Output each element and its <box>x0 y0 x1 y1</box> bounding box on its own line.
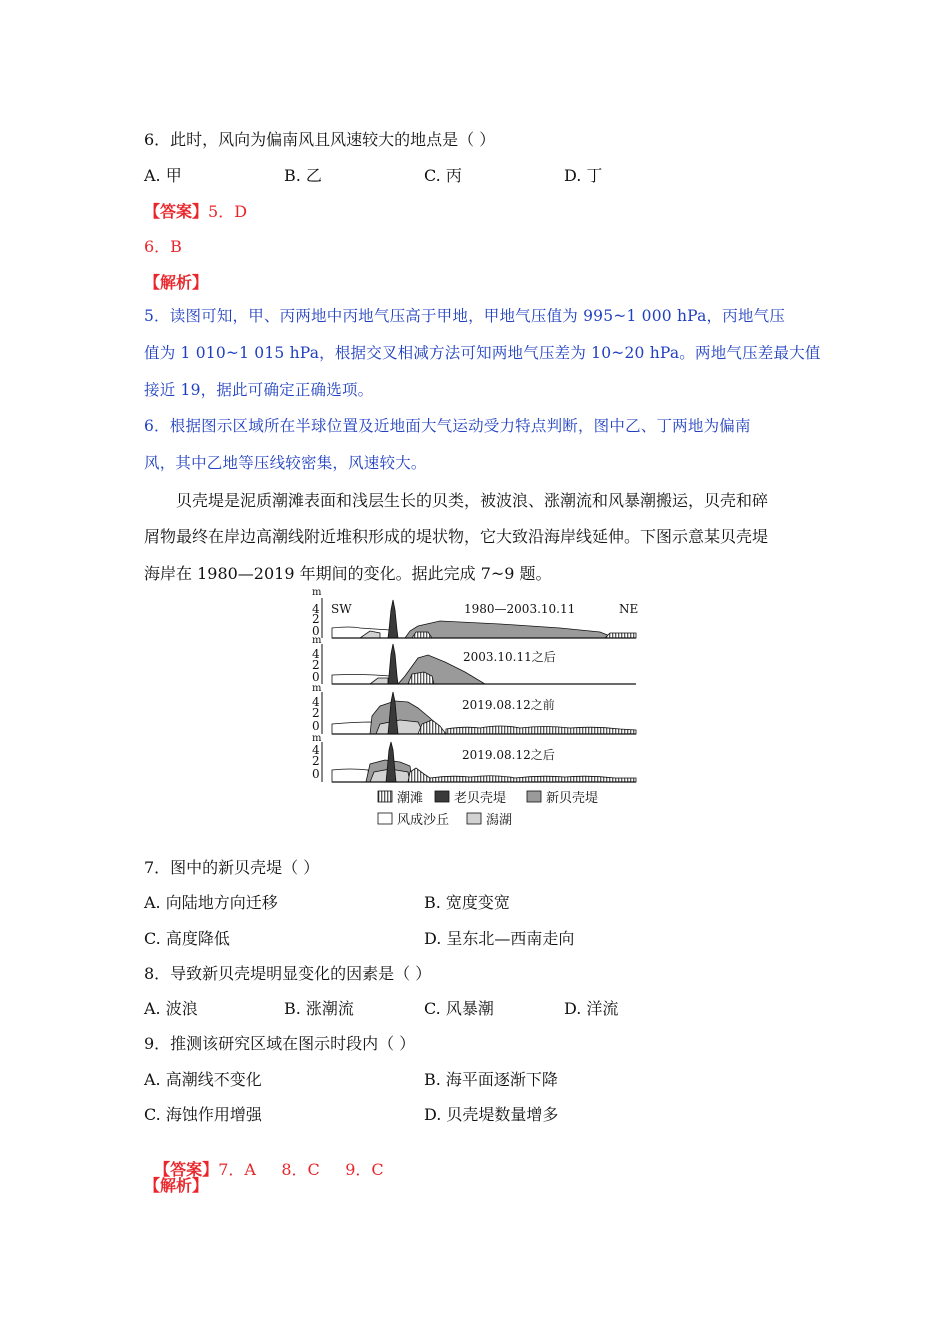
legend-lagoon: 潟湖 <box>486 813 513 828</box>
panel-4 <box>312 733 636 782</box>
panel-3-title: 2019.08.12之前 <box>462 698 555 712</box>
panel-1-title: 1980—2003.10.11 <box>464 602 576 616</box>
tidal-flat <box>412 632 432 638</box>
q9-option-a: A. 高潮线不变化 <box>144 1070 262 1089</box>
analysis-5-line-2: 值为 1 010~1 015 hPa，根据交叉相减方法可知两地气压差为 10~20 hPa。两地气压差最大值 <box>144 344 821 362</box>
question-9-stem: 9．推测该研究区域在图示时段内（ ） <box>144 1034 416 1053</box>
answer-6: 6．B <box>144 237 182 256</box>
legend-old-ridge: 老贝壳堤 <box>454 791 507 806</box>
y-unit: m <box>312 635 322 646</box>
y-tick-0: 0 <box>312 624 320 638</box>
tidal-flat <box>605 633 636 638</box>
y-unit: m <box>312 588 322 598</box>
answer-label: 【答案】 <box>144 202 209 221</box>
legend-swatch-new-ridge <box>527 791 541 802</box>
panel-4-title: 2019.08.12之后 <box>462 748 555 762</box>
q6-option-d: D. 丁 <box>564 166 603 185</box>
panel-1 <box>312 588 638 638</box>
answer-label: 【答案】 <box>154 1160 219 1179</box>
q7-option-c: C. 高度降低 <box>144 929 230 948</box>
y-tick-2: 2 <box>312 754 320 768</box>
legend-tidal-flat: 潮滩 <box>397 791 424 806</box>
dune <box>332 722 376 734</box>
q7-option-b: B. 宽度变宽 <box>424 893 510 912</box>
old-ridge <box>388 600 398 638</box>
tidal-flat <box>408 768 430 782</box>
q8-option-b: B. 涨潮流 <box>284 999 354 1018</box>
y-tick-4: 4 <box>312 602 320 616</box>
q9-option-c: C. 海蚀作用增强 <box>144 1105 262 1124</box>
q8-option-d: D. 洋流 <box>564 999 619 1018</box>
y-unit: m <box>312 683 322 694</box>
shell-ridge-figure <box>300 588 650 834</box>
y-tick-4: 4 <box>312 647 320 661</box>
q8-option-a: A. 波浪 <box>144 999 198 1018</box>
analysis-6-line-2: 风，其中乙地等压线较密集，风速较大。 <box>144 454 427 472</box>
legend-dune: 风成沙丘 <box>397 813 450 828</box>
q8-option-c: C. 风暴潮 <box>424 999 494 1018</box>
new-ridge <box>405 621 615 638</box>
intro-line-3: 海岸在 1980—2019 年期间的变化。据此完成 7~9 题。 <box>144 564 552 583</box>
legend-new-ridge: 新贝壳堤 <box>546 791 599 806</box>
y-tick-2: 2 <box>312 658 320 672</box>
intro-line-2: 屑物最终在岸边高潮线附近堆积形成的堤状物，它大致沿海岸线延伸。下图示意某贝壳堤 <box>144 527 769 546</box>
panel-2 <box>312 635 636 684</box>
intro-line-1: 贝壳堤是泥质潮滩表面和浅层生长的贝类，被波浪、涨潮流和风暴潮搬运，贝壳和碎 <box>176 491 769 510</box>
legend-swatch-tidal-flat <box>378 791 392 802</box>
y-tick-0: 0 <box>312 767 320 781</box>
y-tick-2: 2 <box>312 612 320 626</box>
direction-sw: SW <box>331 602 352 616</box>
analysis-5-line-1: 5．读图可知，甲、丙两地中丙地气压高于甲地，甲地气压值为 995~1 000 hPa，丙地气压 <box>144 307 786 325</box>
q7-option-d: D. 呈东北—西南走向 <box>424 929 575 948</box>
y-unit: m <box>312 733 322 744</box>
question-6-stem: 6．此时，风向为偏南风且风速较大的地点是（ ） <box>144 130 496 149</box>
panel-2-title: 2003.10.11之后 <box>463 650 556 664</box>
panel-3 <box>312 683 636 734</box>
question-8-stem: 8．导致新贝壳堤明显变化的因素是（ ） <box>144 964 432 983</box>
answer-block-1 <box>144 199 247 222</box>
q9-option-d: D. 贝壳堤数量增多 <box>424 1105 559 1124</box>
y-tick-0: 0 <box>312 670 320 684</box>
legend <box>378 790 598 828</box>
tidal-flat <box>430 776 636 782</box>
analysis-5-line-3: 接近 19，据此可确定正确选项。 <box>144 381 374 399</box>
question-7-stem: 7．图中的新贝壳堤（ ） <box>144 858 320 877</box>
direction-ne: NE <box>619 602 639 616</box>
q6-option-b: B. 乙 <box>284 166 322 185</box>
dune <box>332 627 390 638</box>
tidal-flat <box>446 726 636 734</box>
analysis-label-1: 【解析】 <box>144 273 209 292</box>
y-tick-0: 0 <box>312 719 320 733</box>
analysis-label-2: 【解析】 <box>144 1176 209 1195</box>
legend-swatch-dune <box>378 813 392 824</box>
q6-option-c: C. 丙 <box>424 166 462 185</box>
legend-swatch-old-ridge <box>435 791 449 802</box>
y-tick-4: 4 <box>312 743 320 757</box>
q6-option-a: A. 甲 <box>144 166 182 185</box>
legend-swatch-lagoon <box>467 813 481 824</box>
answer-7-9: 7．A 8．C 9．C <box>218 1160 384 1179</box>
q9-option-b: B. 海平面逐渐下降 <box>424 1070 558 1089</box>
old-ridge <box>388 644 398 684</box>
analysis-6-line-1: 6．根据图示区域所在半球位置及近地面大气运动受力特点判断，图中乙、丁两地为偏南 <box>144 417 751 435</box>
y-tick-4: 4 <box>312 695 320 709</box>
answer-5: 5．D <box>208 202 248 221</box>
dune <box>332 769 370 782</box>
q7-option-a: A. 向陆地方向迁移 <box>144 893 278 912</box>
y-tick-2: 2 <box>312 706 320 720</box>
